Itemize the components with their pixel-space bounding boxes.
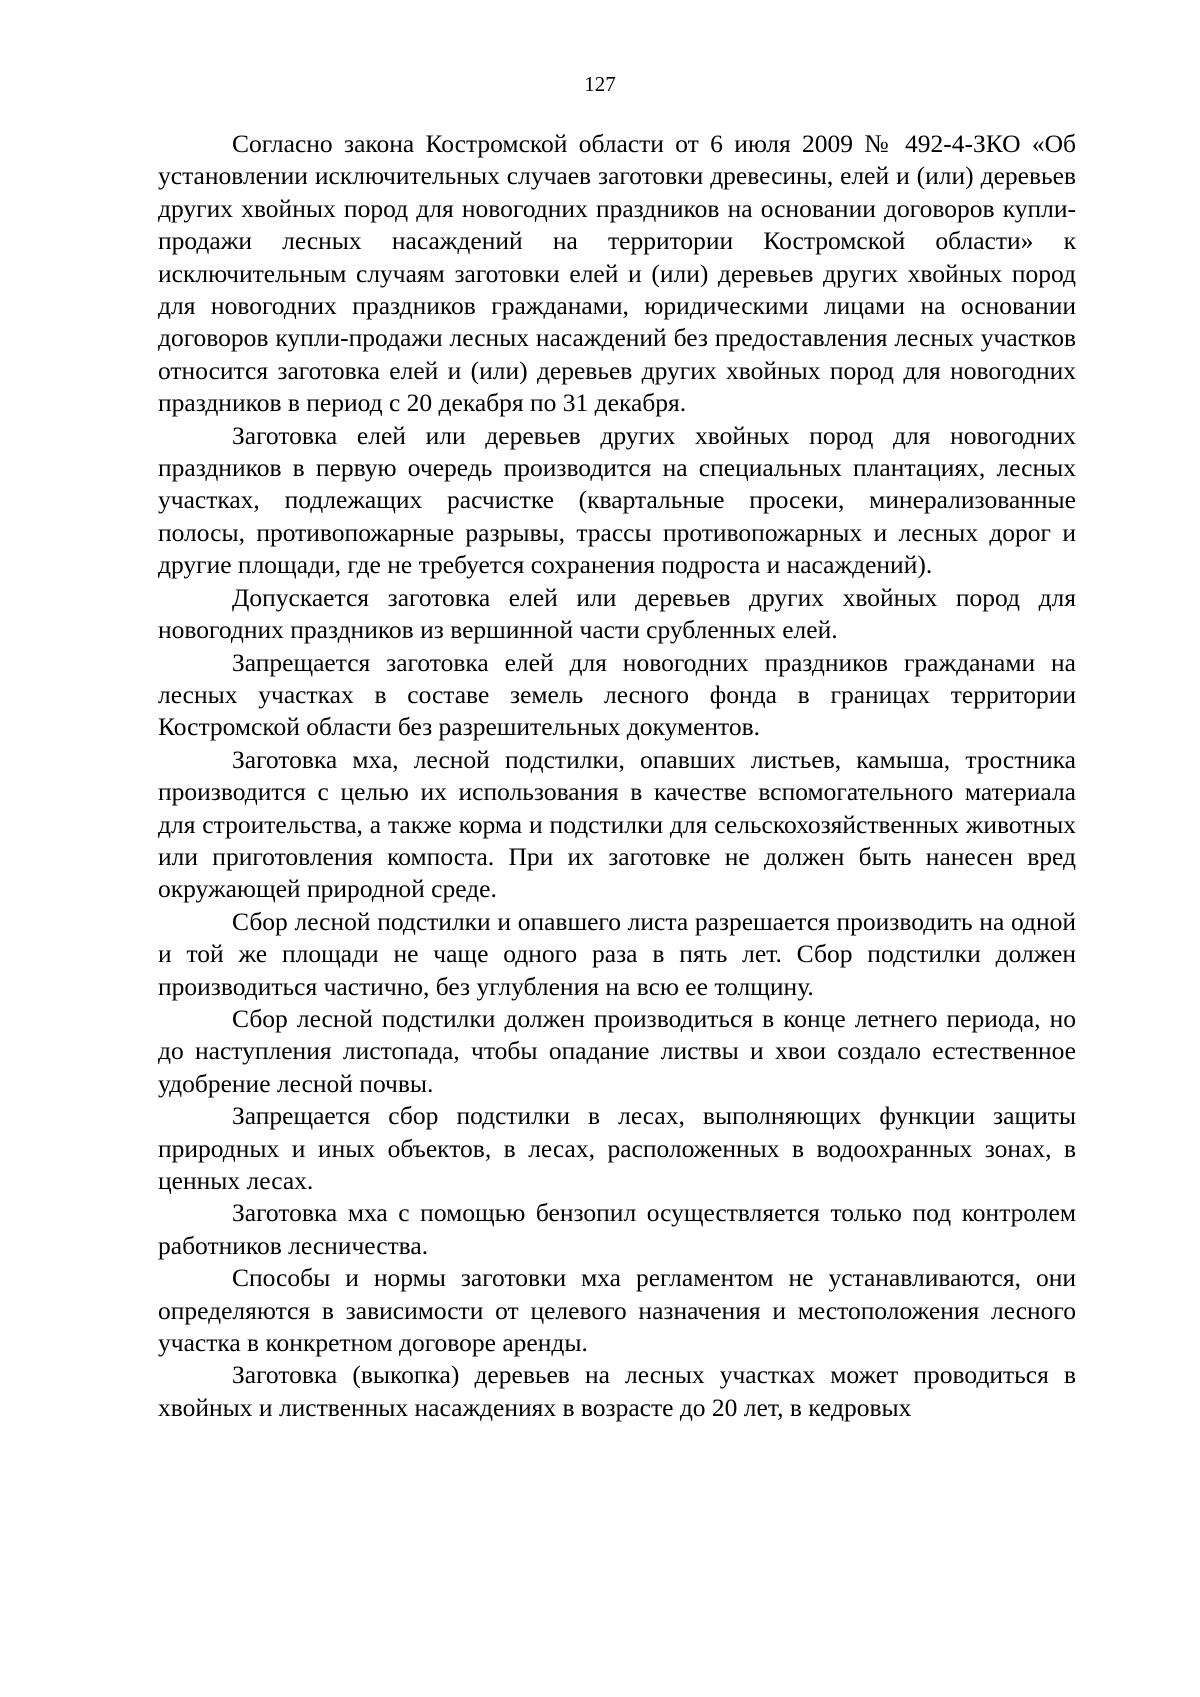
- paragraph: Сбор лесной подстилки и опавшего листа разрешается производить на одной и той же площади не чаще одного раза в пять лет. Сбор подстилки должен производиться частично, без углубления на всю ее толщину.: [158, 906, 1076, 1001]
- page-number: 127: [584, 72, 616, 96]
- body-text: [158, 128, 1076, 1424]
- paragraph: Способы и нормы заготовки мха регламентом не устанавливаются, они определяются в зависимости от целевого назначения и местоположения лесного участка в конкретном договоре аренды.: [158, 1263, 1076, 1358]
- paragraph: Заготовка мха с помощью бензопил осуществляется только под контролем работников лесничества.: [158, 1198, 1076, 1260]
- paragraph: Запрещается заготовка елей для новогодних праздников гражданами на лесных участках в составе земель лесного фонда в границах территории Костромской области без разрешительных документов.: [158, 647, 1076, 742]
- paragraph: Согласно закона Костромской области от 6 июля 2009 № 492-4-ЗКО «Об установлении исключительных случаев заготовки древесины, елей и (или) деревьев других хвойных пород для новогодних праздников на основании договоров купли-продажи лесных насаждений на территории Костромской области» к исключительным случаям заготовки елей и (или) деревьев других хвойных пород для новогодних праздников гражданами, юридическими лицами на основании договоров купли-продажи лесных насаждений без предоставления лесных участков относится заготовка елей и (или) деревьев других хвойных пород для новогодних праздников в период с 20 декабря по 31 декабря.: [158, 129, 1076, 418]
- paragraph: Заготовка елей или деревьев других хвойных пород для новогодних праздников в первую очередь производится на специальных плантациях, лесных участках, подлежащих расчистке (квартальные просеки, минерализованные полосы, противопожарные разрывы, трассы противопожарных и лесных дорог и другие площади, где не требуется сохранения подроста и насаждений).: [158, 420, 1076, 580]
- paragraph: Запрещается сбор подстилки в лесах, выполняющих функции защиты природных и иных объектов, в лесах, расположенных в водоохранных зонах, в ценных лесах.: [158, 1101, 1076, 1195]
- paragraph: Допускается заготовка елей или деревьев других хвойных пород для новогодних праздников из вершинной части срубленных елей.: [158, 582, 1076, 645]
- paragraph: Заготовка (выкопка) деревьев на лесных участках может проводиться в хвойных и лиственных насаждениях в возрасте до 20 лет, в кедровых: [158, 1360, 1076, 1422]
- paragraph: Заготовка мха, лесной подстилки, опавших листьев, камыша, тростника производится с целью их использования в качестве вспомогательного материала для строительства, а также корма и подстилки для сельскохозяйственных животных или приготовления компоста. При их заготовке не должен быть нанесен вред окружающей природной среде.: [158, 744, 1076, 904]
- paragraph: Сбор лесной подстилки должен производиться в конце летнего периода, но до наступления листопада, чтобы опадание листвы и хвои создало естественное удобрение лесной почвы.: [158, 1003, 1076, 1098]
